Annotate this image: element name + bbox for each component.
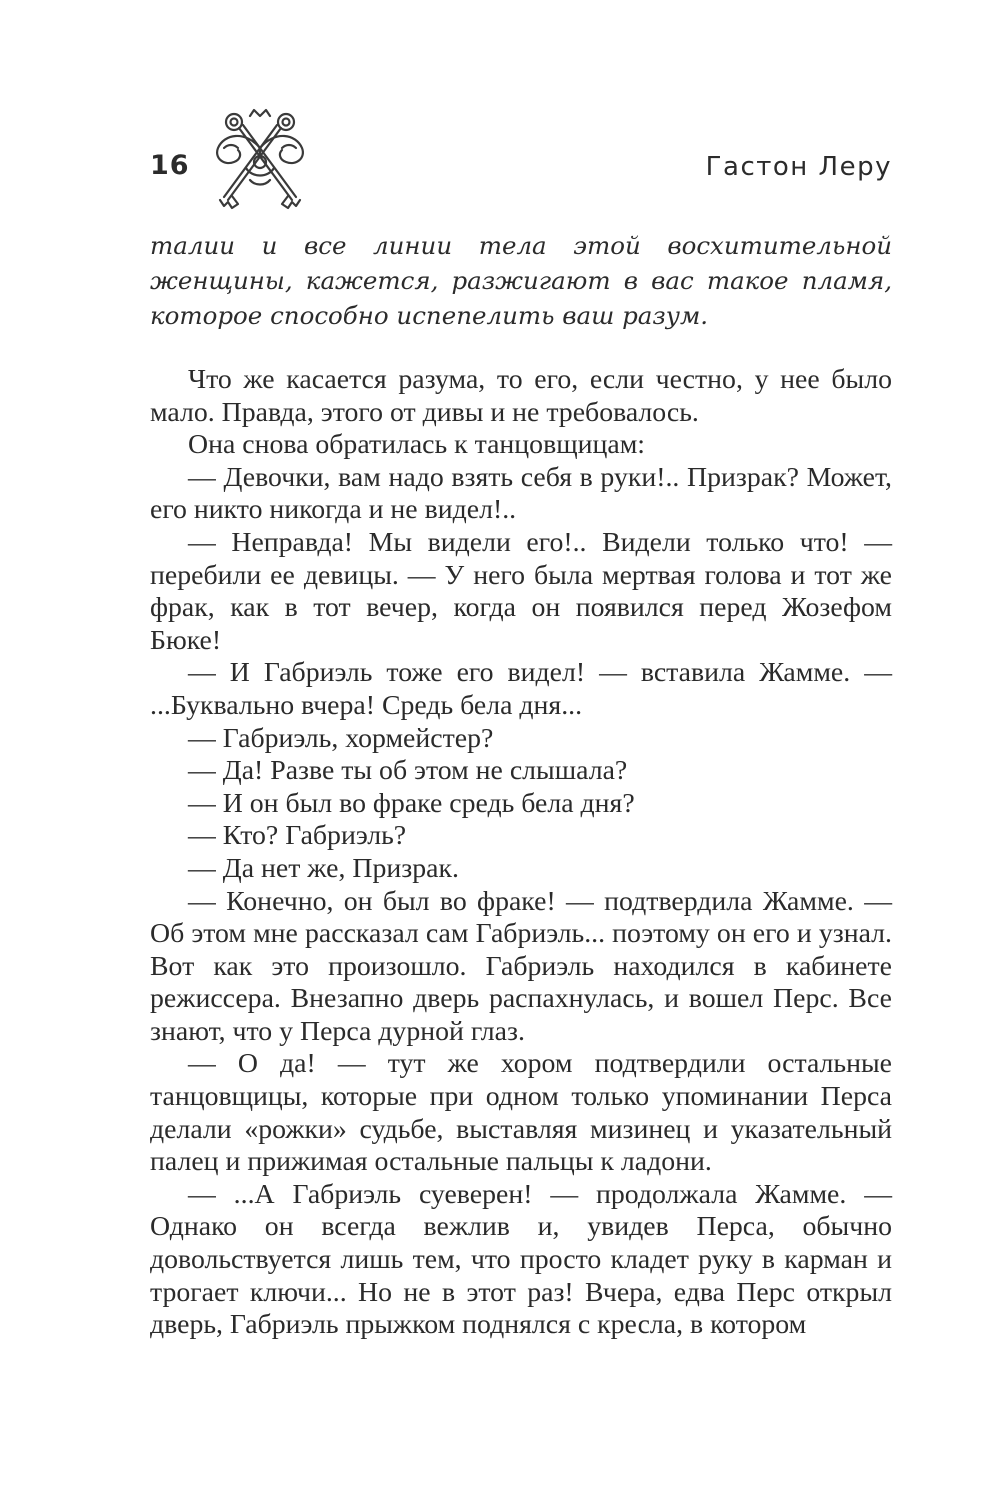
paragraph: — Да! Разве ты об этом не слышала? (188, 755, 628, 787)
italic-quote-block (150, 228, 892, 333)
italic-paragraph: талии и все линии тела этой восхитительной женщины, кажется, разжигают в вас такое пламя, которое способно испепелить ваш разум. (150, 231, 892, 330)
paragraph: — Кто? Габриэль? (188, 820, 407, 852)
paragraph: — Неправда! Мы видели его!.. Видели только что! — перебили ее девицы. — У него была мертвая голова и тот же фрак, как в тот вечер, когда он появился перед Жозефом Бюке! (150, 526, 892, 656)
paragraph: — И он был во фраке средь бела дня? (188, 787, 635, 819)
paragraph: — Конечно, он был во фраке! — подтвердила Жамме. — Об этом мне рассказал сам Габриэль... поэтому он его и узнал. Вот как это произошло. Габриэль находился в кабинете режиссера. Внезапно дверь распахнулась, и вошел Перс. Все знают, что у Перса дурной глаз. (150, 885, 892, 1047)
body-text (150, 364, 892, 1342)
crossed-keys-icon (210, 108, 310, 216)
paragraph: — И Габриэль тоже его видел! — вставила Жамме. — ...Буквально вчера! Средь бела дня... (150, 657, 892, 721)
paragraph: — Да нет же, Призрак. (188, 852, 459, 884)
paragraph: Что же касается разума, то его, если честно, у нее было мало. Правда, этого от дивы и не требовалось. (150, 364, 892, 428)
paragraph: Она снова обратилась к танцовщицам: (188, 429, 646, 461)
paragraph: — Габриэль, хормейстер? (188, 722, 494, 754)
paragraph: — Девочки, вам надо взять себя в руки!.. Призрак? Может, его никто никогда и не видел!.. (150, 461, 892, 526)
paragraph: — ...А Габриэль суеверен! — продолжала Жамме. — Однако он всегда вежлив и, увидев Перса, обычно довольствуется лишь тем, что просто кладет руку в карман и трогает ключи... Но не в этот раз! Вчера, едва Перс открыл дверь, Габриэль прыжком поднялся с кресла, в котором (150, 1178, 892, 1341)
paragraph: — О да! — тут же хором подтвердили остальные танцовщицы, которые при одном только упоминании Перса делали «рожки» судьбе, выставляя мизинец и указательный палец и прижимая остальные пальцы к ладони. (150, 1048, 892, 1178)
page-number: 16 (150, 150, 190, 181)
running-header-author: Гастон Леру (705, 152, 892, 182)
